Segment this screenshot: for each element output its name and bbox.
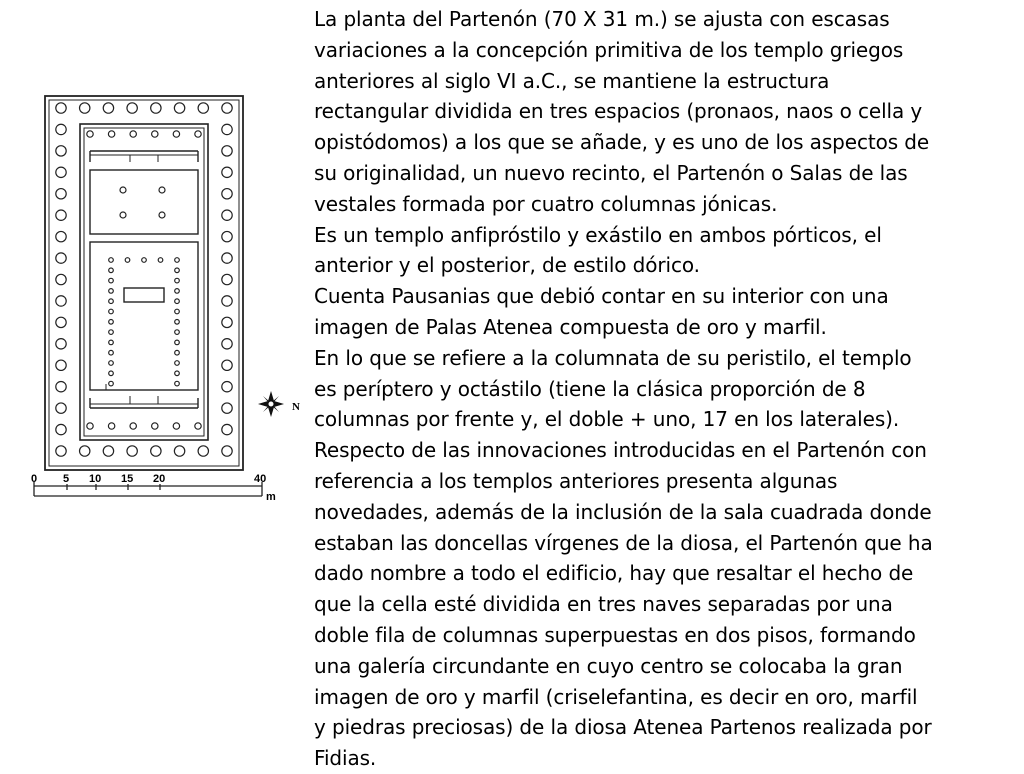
scale-tick-5: 5 bbox=[63, 473, 70, 485]
text-line: Cuenta Pausanias que debió contar en su interior con una bbox=[314, 284, 889, 309]
peristyle-column bbox=[103, 103, 113, 113]
peristyle-column bbox=[56, 146, 66, 156]
naos-column bbox=[175, 299, 180, 304]
peristyle-column bbox=[56, 103, 66, 113]
naos-column bbox=[175, 278, 180, 283]
porch-column bbox=[152, 423, 158, 429]
naos-column bbox=[175, 381, 180, 386]
peristyle-column bbox=[56, 403, 66, 413]
text-line: que la cella esté dividida en tres naves separadas por una bbox=[314, 592, 893, 617]
naos-column bbox=[175, 320, 180, 325]
peristyle-column bbox=[222, 296, 232, 306]
porch-column bbox=[130, 423, 136, 429]
porch-column bbox=[195, 131, 201, 137]
ionic-column bbox=[120, 212, 126, 218]
peristyle-column bbox=[56, 381, 66, 391]
parthenon-floor-plan bbox=[0, 0, 310, 520]
peristyle-column bbox=[56, 296, 66, 306]
text-line: Fidias. bbox=[314, 746, 377, 771]
peristyle-column bbox=[198, 446, 208, 456]
text-line: variaciones a la concepción primitiva de los templo griegos bbox=[314, 37, 904, 62]
peristyle-column bbox=[56, 253, 66, 263]
naos-column bbox=[175, 350, 180, 355]
text-line: anterior y el posterior, de estilo dórico. bbox=[314, 253, 700, 278]
naos-column bbox=[175, 309, 180, 314]
naos-column bbox=[175, 330, 180, 335]
peristyle-column bbox=[56, 339, 66, 349]
naos-column bbox=[109, 320, 114, 325]
peristyle-column bbox=[222, 424, 232, 434]
text-line: vestales formada por cuatro columnas jónicas. bbox=[314, 191, 778, 216]
peristyle-column bbox=[198, 103, 208, 113]
text-line: Es un templo anfipróstilo y exástilo en ambos pórticos, el bbox=[314, 222, 882, 247]
naos-cella bbox=[90, 242, 198, 390]
naos-column bbox=[109, 350, 114, 355]
peristyle-column bbox=[222, 403, 232, 413]
peristyle-column bbox=[151, 446, 161, 456]
statue-base bbox=[124, 288, 164, 302]
peristyle-column bbox=[56, 189, 66, 199]
peristyle-column bbox=[56, 446, 66, 456]
text-line: anteriores al siglo VI a.C., se mantiene la estructura bbox=[314, 68, 830, 93]
naos-column bbox=[175, 361, 180, 366]
naos-column bbox=[175, 371, 180, 376]
porch-column bbox=[152, 131, 158, 137]
text-line: La planta del Partenón (70 X 31 m.) se ajusta con escasas bbox=[314, 7, 890, 31]
peristyle-column bbox=[222, 167, 232, 177]
scale-tick-10: 10 bbox=[89, 473, 102, 485]
porch-column bbox=[130, 131, 136, 137]
peristyle-column bbox=[174, 103, 184, 113]
porch-column bbox=[195, 423, 201, 429]
peristyle-column bbox=[80, 103, 90, 113]
peristyle-column bbox=[222, 231, 232, 241]
naos-column bbox=[125, 258, 130, 263]
ionic-column bbox=[159, 187, 165, 193]
peristyle-column bbox=[56, 424, 66, 434]
compass-rose-icon bbox=[258, 391, 284, 417]
naos-column bbox=[109, 278, 114, 283]
scale-unit: m bbox=[266, 491, 276, 503]
peristyle-column bbox=[56, 210, 66, 220]
text-line: dado nombre a todo el edificio, hay que resaltar el hecho de bbox=[314, 561, 914, 586]
text-line: rectangular dividida en tres espacios (pronaos, naos o cella y bbox=[314, 99, 923, 124]
scale-tick-20: 20 bbox=[153, 473, 166, 485]
scale-tick-40: 40 bbox=[254, 473, 267, 485]
naos-column bbox=[109, 340, 114, 345]
porch-column bbox=[87, 423, 93, 429]
naos-column bbox=[109, 268, 114, 273]
peristyle-column bbox=[56, 274, 66, 284]
scale-tick-0: 0 bbox=[31, 473, 38, 485]
naos-column bbox=[158, 258, 163, 263]
text-line: Respecto de las innovaciones introducidas en el Partenón con bbox=[314, 438, 927, 463]
peristyle-column bbox=[222, 210, 232, 220]
peristyle-column bbox=[127, 446, 137, 456]
peristyle-column bbox=[222, 189, 232, 199]
text-line: columnas por frente y, el doble + uno, 17 en los laterales). bbox=[314, 407, 900, 432]
parthenon-square-hall bbox=[90, 170, 198, 234]
ionic-column bbox=[159, 212, 165, 218]
text-line: su originalidad, un nuevo recinto, el Partenón o Salas de las bbox=[314, 160, 908, 185]
peristyle-column bbox=[222, 274, 232, 284]
peristyle-column bbox=[222, 339, 232, 349]
naos-column bbox=[142, 258, 147, 263]
text-line: referencia a los templos anteriores presenta algunas bbox=[314, 468, 838, 493]
cella-outer-wall bbox=[80, 124, 208, 440]
naos-column bbox=[109, 289, 114, 294]
naos-column bbox=[175, 340, 180, 345]
naos-column bbox=[109, 299, 114, 304]
text-line: estaban las doncellas vírgenes de la diosa, el Partenón que ha bbox=[314, 530, 933, 555]
naos-column bbox=[109, 309, 114, 314]
peristyle-column bbox=[56, 231, 66, 241]
text-line: imagen de Palas Atenea compuesta de oro y marfil. bbox=[314, 314, 827, 339]
naos-column bbox=[109, 258, 114, 263]
text-line: una galería circundante en cuyo centro se colocaba la gran bbox=[314, 653, 903, 678]
peristyle-column bbox=[80, 446, 90, 456]
peristyle-column bbox=[222, 146, 232, 156]
description-text bbox=[314, 4, 1014, 774]
porch-column bbox=[108, 131, 114, 137]
peristyle-column bbox=[127, 103, 137, 113]
porch-column bbox=[173, 131, 179, 137]
compass-north-label: N bbox=[292, 401, 300, 413]
peristyle-column bbox=[222, 360, 232, 370]
text-line: y piedras preciosas) de la diosa Atenea Partenos realizada por bbox=[314, 715, 932, 740]
peristyle-column bbox=[56, 317, 66, 327]
text-line: imagen de oro y marfil (criselefantina, es decir en oro, marfil bbox=[314, 684, 918, 709]
naos-column bbox=[109, 361, 114, 366]
peristyle-column bbox=[56, 360, 66, 370]
porch-column bbox=[108, 423, 114, 429]
peristyle-column bbox=[222, 446, 232, 456]
peristyle-column bbox=[103, 446, 113, 456]
peristyle-column bbox=[222, 253, 232, 263]
scale-tick-15: 15 bbox=[121, 473, 134, 485]
text-line: doble fila de columnas superpuestas en dos pisos, formando bbox=[314, 622, 916, 647]
text-line: novedades, además de la inclusión de la sala cuadrada donde bbox=[314, 499, 932, 524]
ionic-column bbox=[120, 187, 126, 193]
peristyle-column bbox=[222, 103, 232, 113]
porch-column bbox=[173, 423, 179, 429]
naos-column bbox=[109, 381, 114, 386]
naos-column bbox=[175, 289, 180, 294]
naos-column bbox=[175, 258, 180, 263]
text-line: En lo que se refiere a la columnata de su peristilo, el templo bbox=[314, 345, 912, 370]
peristyle-column bbox=[56, 124, 66, 134]
naos-column bbox=[175, 268, 180, 273]
peristyle-column bbox=[174, 446, 184, 456]
peristyle-column bbox=[222, 381, 232, 391]
porch-column bbox=[87, 131, 93, 137]
peristyle-column bbox=[56, 167, 66, 177]
naos-column bbox=[109, 330, 114, 335]
peristyle-column bbox=[222, 124, 232, 134]
peristyle-column bbox=[222, 317, 232, 327]
peristyle-column bbox=[151, 103, 161, 113]
text-line: opistódomos) a los que se añade, y es uno de los aspectos de bbox=[314, 130, 930, 155]
naos-column bbox=[109, 371, 114, 376]
stylobate-outer-border bbox=[45, 96, 243, 470]
text-line: es períptero y octástilo (tiene la clásica proporción de 8 bbox=[314, 376, 866, 401]
